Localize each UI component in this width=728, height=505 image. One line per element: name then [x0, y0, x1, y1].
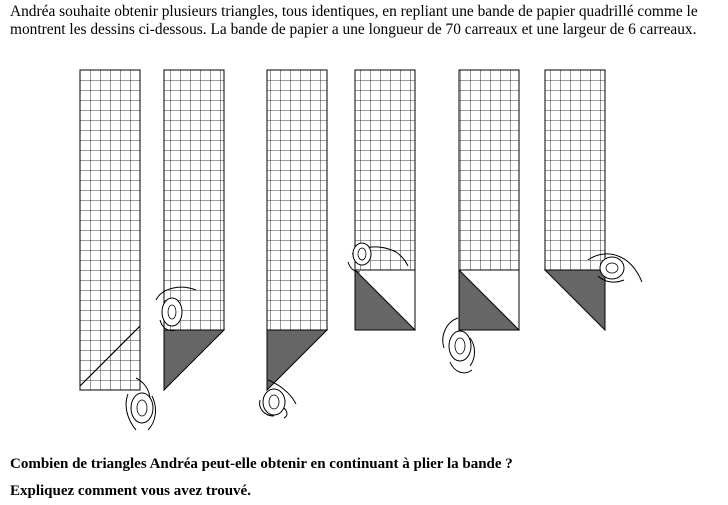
- strip-step-2: [156, 70, 224, 390]
- problem-statement: Andréa souhaite obtenir plusieurs triangles, tous identiques, en repliant une bande de papier quadrillé comme le montrent les dessins ci-dessous. La bande de papier a une longueur de 70 carreaux et une largeur de 6 carreaux.: [10, 3, 698, 38]
- strip-step-6: [545, 70, 642, 330]
- question-count-triangles: Combien de triangles Andréa peut-elle obtenir en continuant à plier la bande ?: [10, 456, 513, 472]
- strip-step-5: [443, 70, 519, 373]
- folded-triangle: [267, 330, 327, 390]
- folded-triangle: [545, 270, 605, 330]
- question-explain: Expliquez comment vous avez trouvé.: [10, 483, 251, 499]
- strip-step-4: [348, 70, 415, 330]
- strip-step-1: [80, 70, 155, 430]
- hand-icon: [260, 380, 296, 418]
- strip-step-3: [260, 70, 327, 418]
- folded-triangle: [164, 330, 224, 390]
